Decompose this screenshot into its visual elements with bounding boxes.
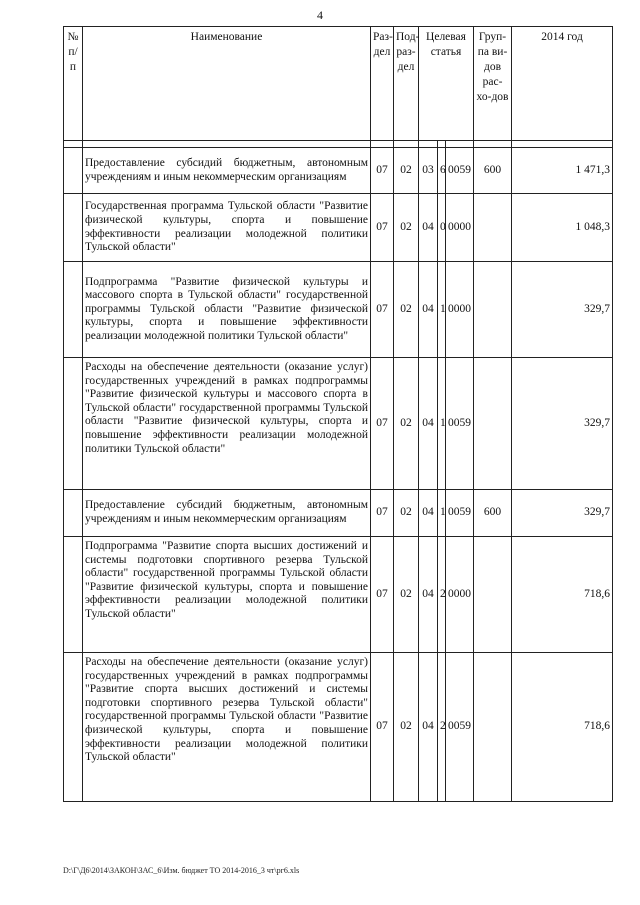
spacer-cell (394, 141, 419, 148)
row-name: Предоставление субсидий бюджетным, автономным учреждениям и иным некоммерческим организациям (83, 148, 371, 194)
row-num (64, 490, 83, 537)
row-razdel: 07 (371, 262, 394, 358)
row-num (64, 194, 83, 262)
row-cs-direction: 0059 (446, 148, 474, 194)
row-razdel: 07 (371, 653, 394, 802)
row-razdel: 07 (371, 358, 394, 490)
row-gruppa (474, 537, 512, 653)
row-sum: 1 048,3 (512, 194, 613, 262)
row-podrazdel: 02 (394, 194, 419, 262)
row-cs-direction: 0000 (446, 194, 474, 262)
row-num (64, 653, 83, 802)
row-cs-subprogram: 2 (438, 653, 446, 802)
spacer-row (64, 141, 613, 148)
spacer-cell (83, 141, 371, 148)
header-num: № п/ п (64, 27, 83, 141)
table-row (64, 537, 613, 653)
row-gruppa (474, 358, 512, 490)
row-cs-direction: 0000 (446, 537, 474, 653)
row-sum: 329,7 (512, 490, 613, 537)
row-sum: 718,6 (512, 653, 613, 802)
row-cs-program: 04 (419, 490, 438, 537)
row-sum: 329,7 (512, 262, 613, 358)
header-gruppa: Груп-па ви-дов рас-хо-дов (474, 27, 512, 141)
row-cs-subprogram: 1 (438, 262, 446, 358)
header-name: Наименование (83, 27, 371, 141)
row-cs-direction: 0000 (446, 262, 474, 358)
row-cs-direction: 0059 (446, 490, 474, 537)
row-cs-subprogram: 6 (438, 148, 446, 194)
spacer-cell (64, 141, 83, 148)
header-year: 2014 год (512, 27, 613, 141)
row-gruppa (474, 262, 512, 358)
table-row (64, 148, 613, 194)
row-name: Расходы на обеспечение деятельности (оказание услуг) государственных учреждений в рамках подпрограммы "Развитие спорта высших достижений и системы подготовки спортивного резерва Тульской области" государственной программы Тульской области "Развитие физической культуры, спорта и повышение эффективности реализации молодежной политики Тульской области" (83, 653, 371, 802)
row-podrazdel: 02 (394, 537, 419, 653)
table-row (64, 194, 613, 262)
header-razdel: Раз-дел (371, 27, 394, 141)
row-gruppa: 600 (474, 490, 512, 537)
spacer-cell (371, 141, 394, 148)
spacer-cell (438, 141, 446, 148)
row-cs-subprogram: 2 (438, 537, 446, 653)
row-name: Расходы на обеспечение деятельности (оказание услуг) государственных учреждений в рамках подпрограммы "Развитие физической культуры и массового спорта в Тульской области" государственной программы Тульской области "Развитие физической культуры, спорта и повышение эффективности реализации молодежной политики Тульской области" (83, 358, 371, 490)
row-gruppa: 600 (474, 148, 512, 194)
row-razdel: 07 (371, 148, 394, 194)
footer-file-path: D:\Г\Д6\2014\ЗАКОН\ЗАС_6\Изм. бюджет ТО 2014-2016_3 чт\рг6.xls (63, 866, 300, 875)
row-name: Подпрограмма "Развитие спорта высших достижений и системы подготовки спортивного резерва Тульской области" государственной программы Тульской области "Развитие физической культуры, спорта и повышение эффективности реализации молодежной политики Тульской области" (83, 537, 371, 653)
row-cs-program: 04 (419, 358, 438, 490)
table-row (64, 358, 613, 490)
row-name: Подпрограмма "Развитие физической культуры и массового спорта в Тульской области" государственной программы Тульской области "Развитие физической культуры, спорта и повышение эффективности реализации молодежной политики Тульской области" (83, 262, 371, 358)
table-row (64, 262, 613, 358)
row-razdel: 07 (371, 537, 394, 653)
row-cs-program: 04 (419, 537, 438, 653)
row-cs-subprogram: 0 (438, 194, 446, 262)
spacer-cell (446, 141, 474, 148)
row-gruppa (474, 653, 512, 802)
table-header-row (64, 27, 613, 141)
row-cs-subprogram: 1 (438, 490, 446, 537)
row-podrazdel: 02 (394, 490, 419, 537)
row-cs-direction: 0059 (446, 358, 474, 490)
row-num (64, 262, 83, 358)
row-podrazdel: 02 (394, 262, 419, 358)
header-podrazdel: Под-раз-дел (394, 27, 419, 141)
row-cs-subprogram: 1 (438, 358, 446, 490)
row-podrazdel: 02 (394, 148, 419, 194)
table-row (64, 653, 613, 802)
row-num (64, 537, 83, 653)
row-cs-direction: 0059 (446, 653, 474, 802)
row-cs-program: 04 (419, 262, 438, 358)
row-podrazdel: 02 (394, 653, 419, 802)
row-sum: 718,6 (512, 537, 613, 653)
row-gruppa (474, 194, 512, 262)
row-podrazdel: 02 (394, 358, 419, 490)
spacer-cell (512, 141, 613, 148)
row-sum: 1 471,3 (512, 148, 613, 194)
spacer-cell (419, 141, 438, 148)
spacer-cell (474, 141, 512, 148)
table-row (64, 490, 613, 537)
row-cs-program: 04 (419, 653, 438, 802)
row-razdel: 07 (371, 194, 394, 262)
row-name: Государственная программа Тульской области "Развитие физической культуры, спорта и повышение эффективности реализации молодежной политики Тульской области" (83, 194, 371, 262)
row-cs-program: 03 (419, 148, 438, 194)
budget-table (63, 26, 613, 802)
row-razdel: 07 (371, 490, 394, 537)
row-cs-program: 04 (419, 194, 438, 262)
page-number: 4 (317, 8, 323, 22)
row-name: Предоставление субсидий бюджетным, автономным учреждениям и иным некоммерческим организациям (83, 490, 371, 537)
row-num (64, 148, 83, 194)
header-celevaya-statya: Целевая статья (419, 27, 474, 141)
row-sum: 329,7 (512, 358, 613, 490)
row-num (64, 358, 83, 490)
